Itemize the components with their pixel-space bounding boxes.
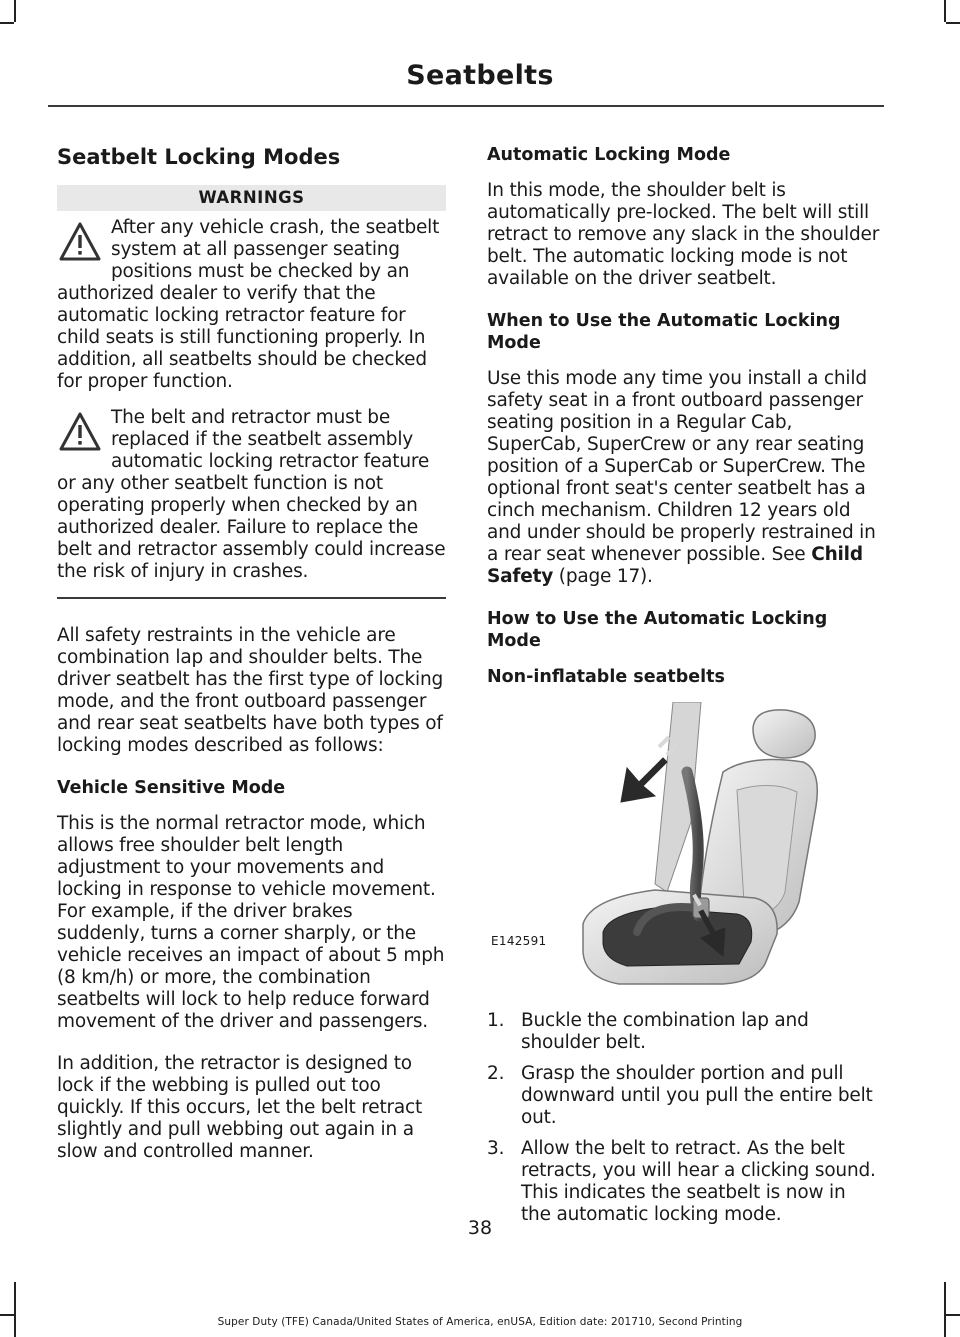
alm-heading: Automatic Locking Mode <box>487 145 731 165</box>
vsm-paragraph-2: In addition, the retractor is designed to lock if the webbing is pulled out too quickly. If this occurs, let the belt retract slightly and pull webbing out again in a slow and controlled manner. <box>57 1052 423 1162</box>
crop-mark <box>944 1282 946 1337</box>
warning-triangle-icon <box>59 221 101 263</box>
crop-mark <box>946 22 960 24</box>
warnings-end-rule <box>57 597 446 599</box>
warning-item <box>57 217 446 393</box>
list-item: 3. Allow the belt to retract. As the belt retracts, you will hear a clicking sound. This indicates the seatbelt is now in the automatic locking mode. <box>487 1138 876 1225</box>
non-inflatable-heading: Non-inflatable seatbelts <box>487 667 725 687</box>
page-footer: Super Duty (TFE) Canada/United States of America, enUSA, Edition date: 201710, Second Printing <box>217 1316 743 1328</box>
vsm-heading: Vehicle Sensitive Mode <box>57 777 286 798</box>
seat-seatbelt-icon <box>487 702 880 992</box>
page-reference: (page 17). <box>558 566 653 587</box>
warning-triangle-icon <box>59 411 101 453</box>
when-heading: When to Use the Automatic Locking Mode <box>487 311 841 353</box>
crop-mark <box>14 0 16 22</box>
figure-id: E142591 <box>491 934 547 948</box>
seat-illustration <box>487 702 880 992</box>
header-rule <box>48 105 884 107</box>
list-item: 2. Grasp the shoulder portion and pull downward until you pull the entire belt out. <box>487 1063 873 1128</box>
child-safety-link[interactable]: Child Safety <box>487 544 863 587</box>
steps-list <box>487 1010 880 1226</box>
page-number: 38 <box>467 1217 493 1239</box>
alm-paragraph: In this mode, the shoulder belt is automatically pre-locked. The belt will still retract to remove any slack in the shoulder belt. The automatic locking mode is not available on the driver seatbelt. <box>487 180 880 289</box>
when-paragraph <box>487 368 880 588</box>
warning-text: The belt and retractor must be replaced if the seatbelt assembly automatic locking retractor feature or any other seatbelt function is not operating properly when checked by an authorized dealer. Failure to replace the belt and retractor assembly could increase the risk of injury in crashes. <box>57 407 446 582</box>
crop-mark <box>944 0 946 22</box>
left-column <box>57 144 446 1183</box>
how-heading: How to Use the Automatic Locking Mode <box>487 609 828 651</box>
warning-item <box>57 407 446 583</box>
list-item: 1. Buckle the combination lap and shoulder belt. <box>487 1010 809 1053</box>
vsm-paragraph-1: This is the normal retractor mode, which allows free shoulder belt length adjustment to your movements and locking in response to vehicle movement. For example, if the driver brakes suddenly, turns a corner sharply, or the vehicle receives an impact of about 5 mph (8 km/h) or more, the combination seatbelts will lock to help reduce forward movement of the driver and passengers. <box>57 812 445 1032</box>
intro-paragraph: All safety restraints in the vehicle are combination lap and shoulder belts. The driver seatbelt has the first type of locking mode, and the front outboard passenger and rear seat seatbelts have both types of locking modes described as follows: <box>57 624 444 756</box>
page-header-title: Seatbelts <box>406 60 554 91</box>
crop-mark <box>14 1282 16 1337</box>
warnings-header: WARNINGS <box>57 185 446 211</box>
crop-mark <box>0 22 14 24</box>
warning-text: After any vehicle crash, the seatbelt system at all passenger seating positions must be checked by an authorized dealer to verify that the automatic locking retractor feature for child seats is still functioning properly. In addition, all seatbelts should be checked for proper function. <box>57 217 440 392</box>
when-text: Use this mode any time you install a child safety seat in a front outboard passenger seating position in a Regular Cab, SuperCab, SuperCrew or any rear seating position of a SuperCab or SuperCrew. The optional front seat's center seatbelt has a cinch mechanism. Children 12 years old and under should be properly restrained in a rear seat whenever possible. See <box>487 368 876 565</box>
right-column <box>487 144 880 1235</box>
section-title: Seatbelt Locking Modes <box>57 145 341 169</box>
